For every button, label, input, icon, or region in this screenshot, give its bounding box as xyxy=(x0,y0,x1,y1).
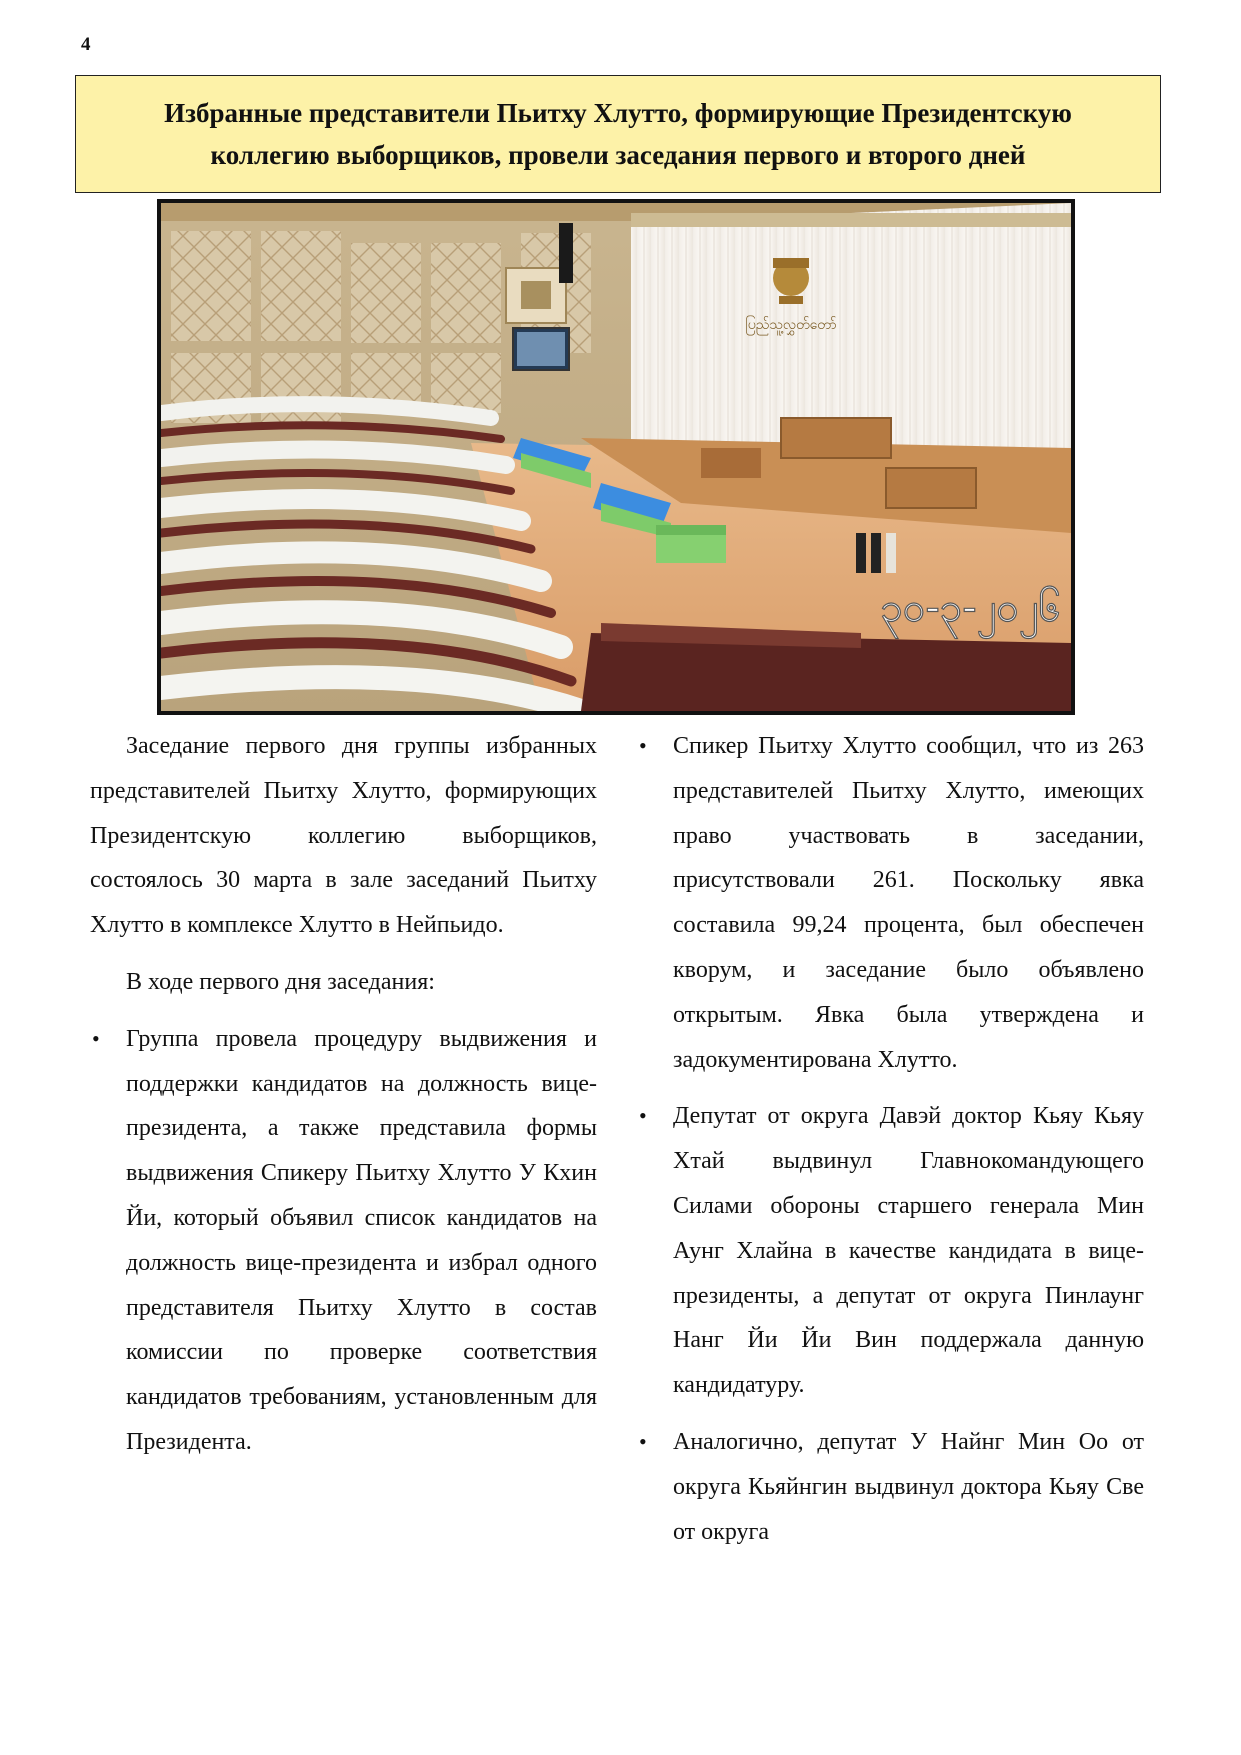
title-box xyxy=(75,75,1161,193)
left-column xyxy=(90,724,597,1477)
list-item-text: Группа провела процедуру выдвижения и поддержки кандидатов на должность вице-президента, а также представила формы выдвижения Спикеру Пьитху Хлутто У Кхин Йи, который объявил список кандидатов на должность вице-президента и избрал одного представителя Пьитху Хлутто в состав комиссии по проверке соответствия кандидатов требованиям, установленным для Президента. xyxy=(126,1025,597,1455)
list-item xyxy=(637,1094,1144,1408)
list-item xyxy=(637,1420,1144,1554)
list-item-text: Депутат от округа Давэй доктор Кьяу Кьяу Хтай выдвинул Главнокомандующего Силами обороны старшего генерала Мин Аунг Хлайна в качестве кандидата в вице-президенты, а депутат от округа Пинлаунг Нанг Йи Йи Вин поддержала данную кандидатуру. xyxy=(673,1103,1144,1399)
bullet-icon: • xyxy=(639,1103,647,1129)
bullet-icon: • xyxy=(92,1025,100,1051)
bullet-icon: • xyxy=(639,733,647,758)
title-line-1: Избранные представители Пьитху Хлутто, формирующие Президентскую xyxy=(164,98,1072,128)
list-item-text: Спикер Пьитху Хлутто сообщил, что из 263 представителей Пьитху Хлутто, имеющих право участвовать в заседании, присутствовали 261. Поскольку явка составила 99,24 процента, был обеспечен кворум, и заседание было объявлено открытым. Явка была утверждена и задокументирована Хлутто. xyxy=(673,733,1144,1073)
list-item xyxy=(637,724,1144,1082)
photo-date-overlay: ၃၀-၃-၂၀၂၆ xyxy=(880,585,1061,631)
list-item xyxy=(90,1017,597,1465)
list-item-text: Аналогично, депутат У Найнг Мин Оо от округа Кьяйнгин выдвинул доктора Кьяу Све от округа xyxy=(673,1428,1144,1545)
page-number: 4 xyxy=(81,34,91,55)
left-bullet-list xyxy=(90,1017,597,1465)
bullet-icon: • xyxy=(639,1428,647,1454)
emblem-caption: ပြည်သူ့လွှတ်တော် xyxy=(745,317,837,333)
first-day-heading: В ходе первого дня заседания: xyxy=(126,968,435,995)
right-bullet-list xyxy=(637,724,1144,1554)
title-line-2: коллегию выборщиков, провели заседания первого и второго дней xyxy=(210,140,1026,170)
parliament-hall-illustration xyxy=(161,203,1071,711)
intro-paragraph: Заседание первого дня группы избранных представителей Пьитху Хлутто, формирующих Президентскую коллегию выборщиков, состоялось 30 марта в зале заседаний Пьитху Хлутто в комплексе Хлутто в Нейпьидо. xyxy=(90,733,597,939)
parliament-photo xyxy=(157,199,1075,715)
right-column xyxy=(637,724,1144,1566)
